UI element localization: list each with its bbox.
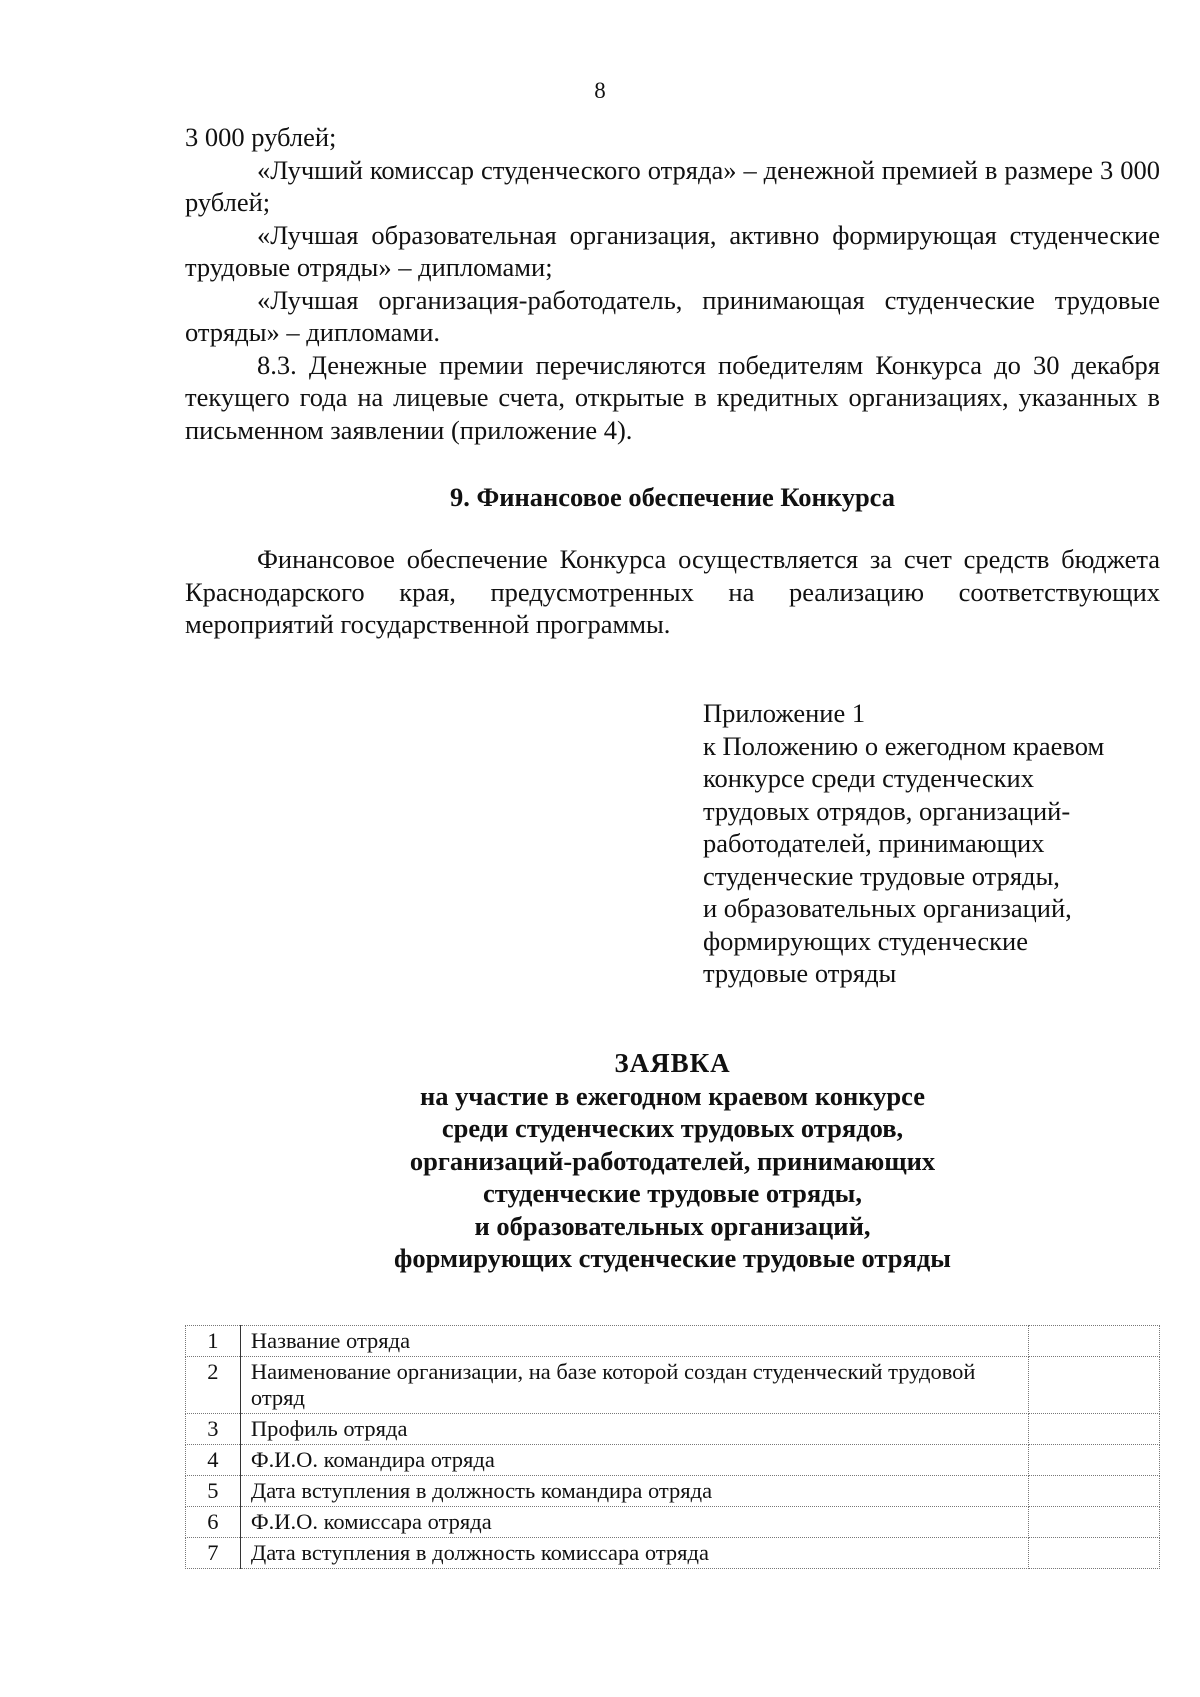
paragraph-8-3: 8.3. Денежные премии перечисляются победителям Конкурса до 30 декабря текущего года на лицевые счета, открытые в кредитных организациях, указанных в письменном заявлении (приложение 4). xyxy=(185,349,1160,445)
row-label: Дата вступления в должность командира отряда xyxy=(240,1476,1029,1507)
paragraph: «Лучшая организация-работодатель, принимающая студенческие трудовые отряды» – дипломами. xyxy=(185,284,1160,347)
application-form-table xyxy=(185,1325,1160,1569)
appendix-line: студенческие трудовые отряды, xyxy=(703,860,1060,891)
form-title-line: и образовательных организаций, xyxy=(474,1210,871,1241)
section-9-heading: 9. Финансовое обеспечение Конкурса xyxy=(449,482,896,512)
row-number: 1 xyxy=(186,1326,241,1357)
row-number: 6 xyxy=(186,1507,241,1538)
form-title-line: на участие в ежегодном краевом конкурсе xyxy=(419,1080,926,1111)
prize-list-continuation xyxy=(185,121,1160,446)
table-row xyxy=(186,1357,1160,1414)
row-label: Ф.И.О. комиссара отряда xyxy=(240,1507,1029,1538)
paragraph: «Лучший комиссар студенческого отряда» – денежной премией в размере 3 000 рублей; xyxy=(185,154,1160,217)
appendix-note xyxy=(703,697,1163,990)
row-label: Название отряда xyxy=(240,1326,1029,1357)
form-title-line: организаций-работодателей, принимающих xyxy=(409,1145,936,1176)
row-label: Ф.И.О. командира отряда xyxy=(240,1445,1029,1476)
appendix-line: трудовые отряды xyxy=(703,958,897,988)
appendix-line: формирующих студенческие xyxy=(703,925,1028,956)
paragraph: «Лучшая образовательная организация, активно формирующая студенческие трудовые отряды» – дипломами; xyxy=(185,219,1160,282)
appendix-line: и образовательных организаций, xyxy=(703,893,1072,923)
page-number: 8 xyxy=(594,78,606,103)
table-row xyxy=(186,1445,1160,1476)
appendix-line: конкурсе среди студенческих xyxy=(703,763,1034,793)
application-form-title xyxy=(185,1047,1160,1275)
row-number: 3 xyxy=(186,1414,241,1445)
row-label: Дата вступления в должность комиссара отряда xyxy=(240,1538,1029,1569)
section-9-body xyxy=(185,543,1160,641)
appendix-line: Приложение 1 xyxy=(703,698,866,728)
table-row xyxy=(186,1414,1160,1445)
table-row xyxy=(186,1507,1160,1538)
paragraph: Финансовое обеспечение Конкурса осуществляется за счет средств бюджета Краснодарского края, предусмотренных на реализацию соответствующих мероприятий государственной программы. xyxy=(185,544,1160,639)
row-number: 2 xyxy=(186,1357,241,1414)
row-number: 4 xyxy=(186,1445,241,1476)
row-value-cell[interactable] xyxy=(1029,1414,1160,1445)
paragraph: 3 000 рублей; xyxy=(185,122,337,152)
form-title-line: формирующих студенческие трудовые отряды xyxy=(394,1243,951,1273)
row-number: 7 xyxy=(186,1538,241,1569)
appendix-line: к Положению о ежегодном краевом xyxy=(703,730,1105,761)
appendix-line: трудовых отрядов, организаций- xyxy=(703,795,1071,826)
table-row xyxy=(186,1326,1160,1357)
table-row xyxy=(186,1538,1160,1569)
appendix-line: работодателей, принимающих xyxy=(703,828,1045,858)
row-value-cell[interactable] xyxy=(1029,1445,1160,1476)
table-row xyxy=(186,1476,1160,1507)
row-label: Наименование организации, на базе которой создан студенческий трудовой отряд xyxy=(240,1357,1029,1414)
row-value-cell[interactable] xyxy=(1029,1357,1160,1414)
row-value-cell[interactable] xyxy=(1029,1507,1160,1538)
form-title-line: среди студенческих трудовых отрядов, xyxy=(441,1113,904,1143)
row-value-cell[interactable] xyxy=(1029,1476,1160,1507)
row-value-cell[interactable] xyxy=(1029,1538,1160,1569)
form-title-line: студенческие трудовые отряды, xyxy=(483,1178,862,1208)
row-value-cell[interactable] xyxy=(1029,1326,1160,1357)
row-label: Профиль отряда xyxy=(240,1414,1029,1445)
form-title-main: ЗАЯВКА xyxy=(614,1048,731,1078)
row-number: 5 xyxy=(186,1476,241,1507)
